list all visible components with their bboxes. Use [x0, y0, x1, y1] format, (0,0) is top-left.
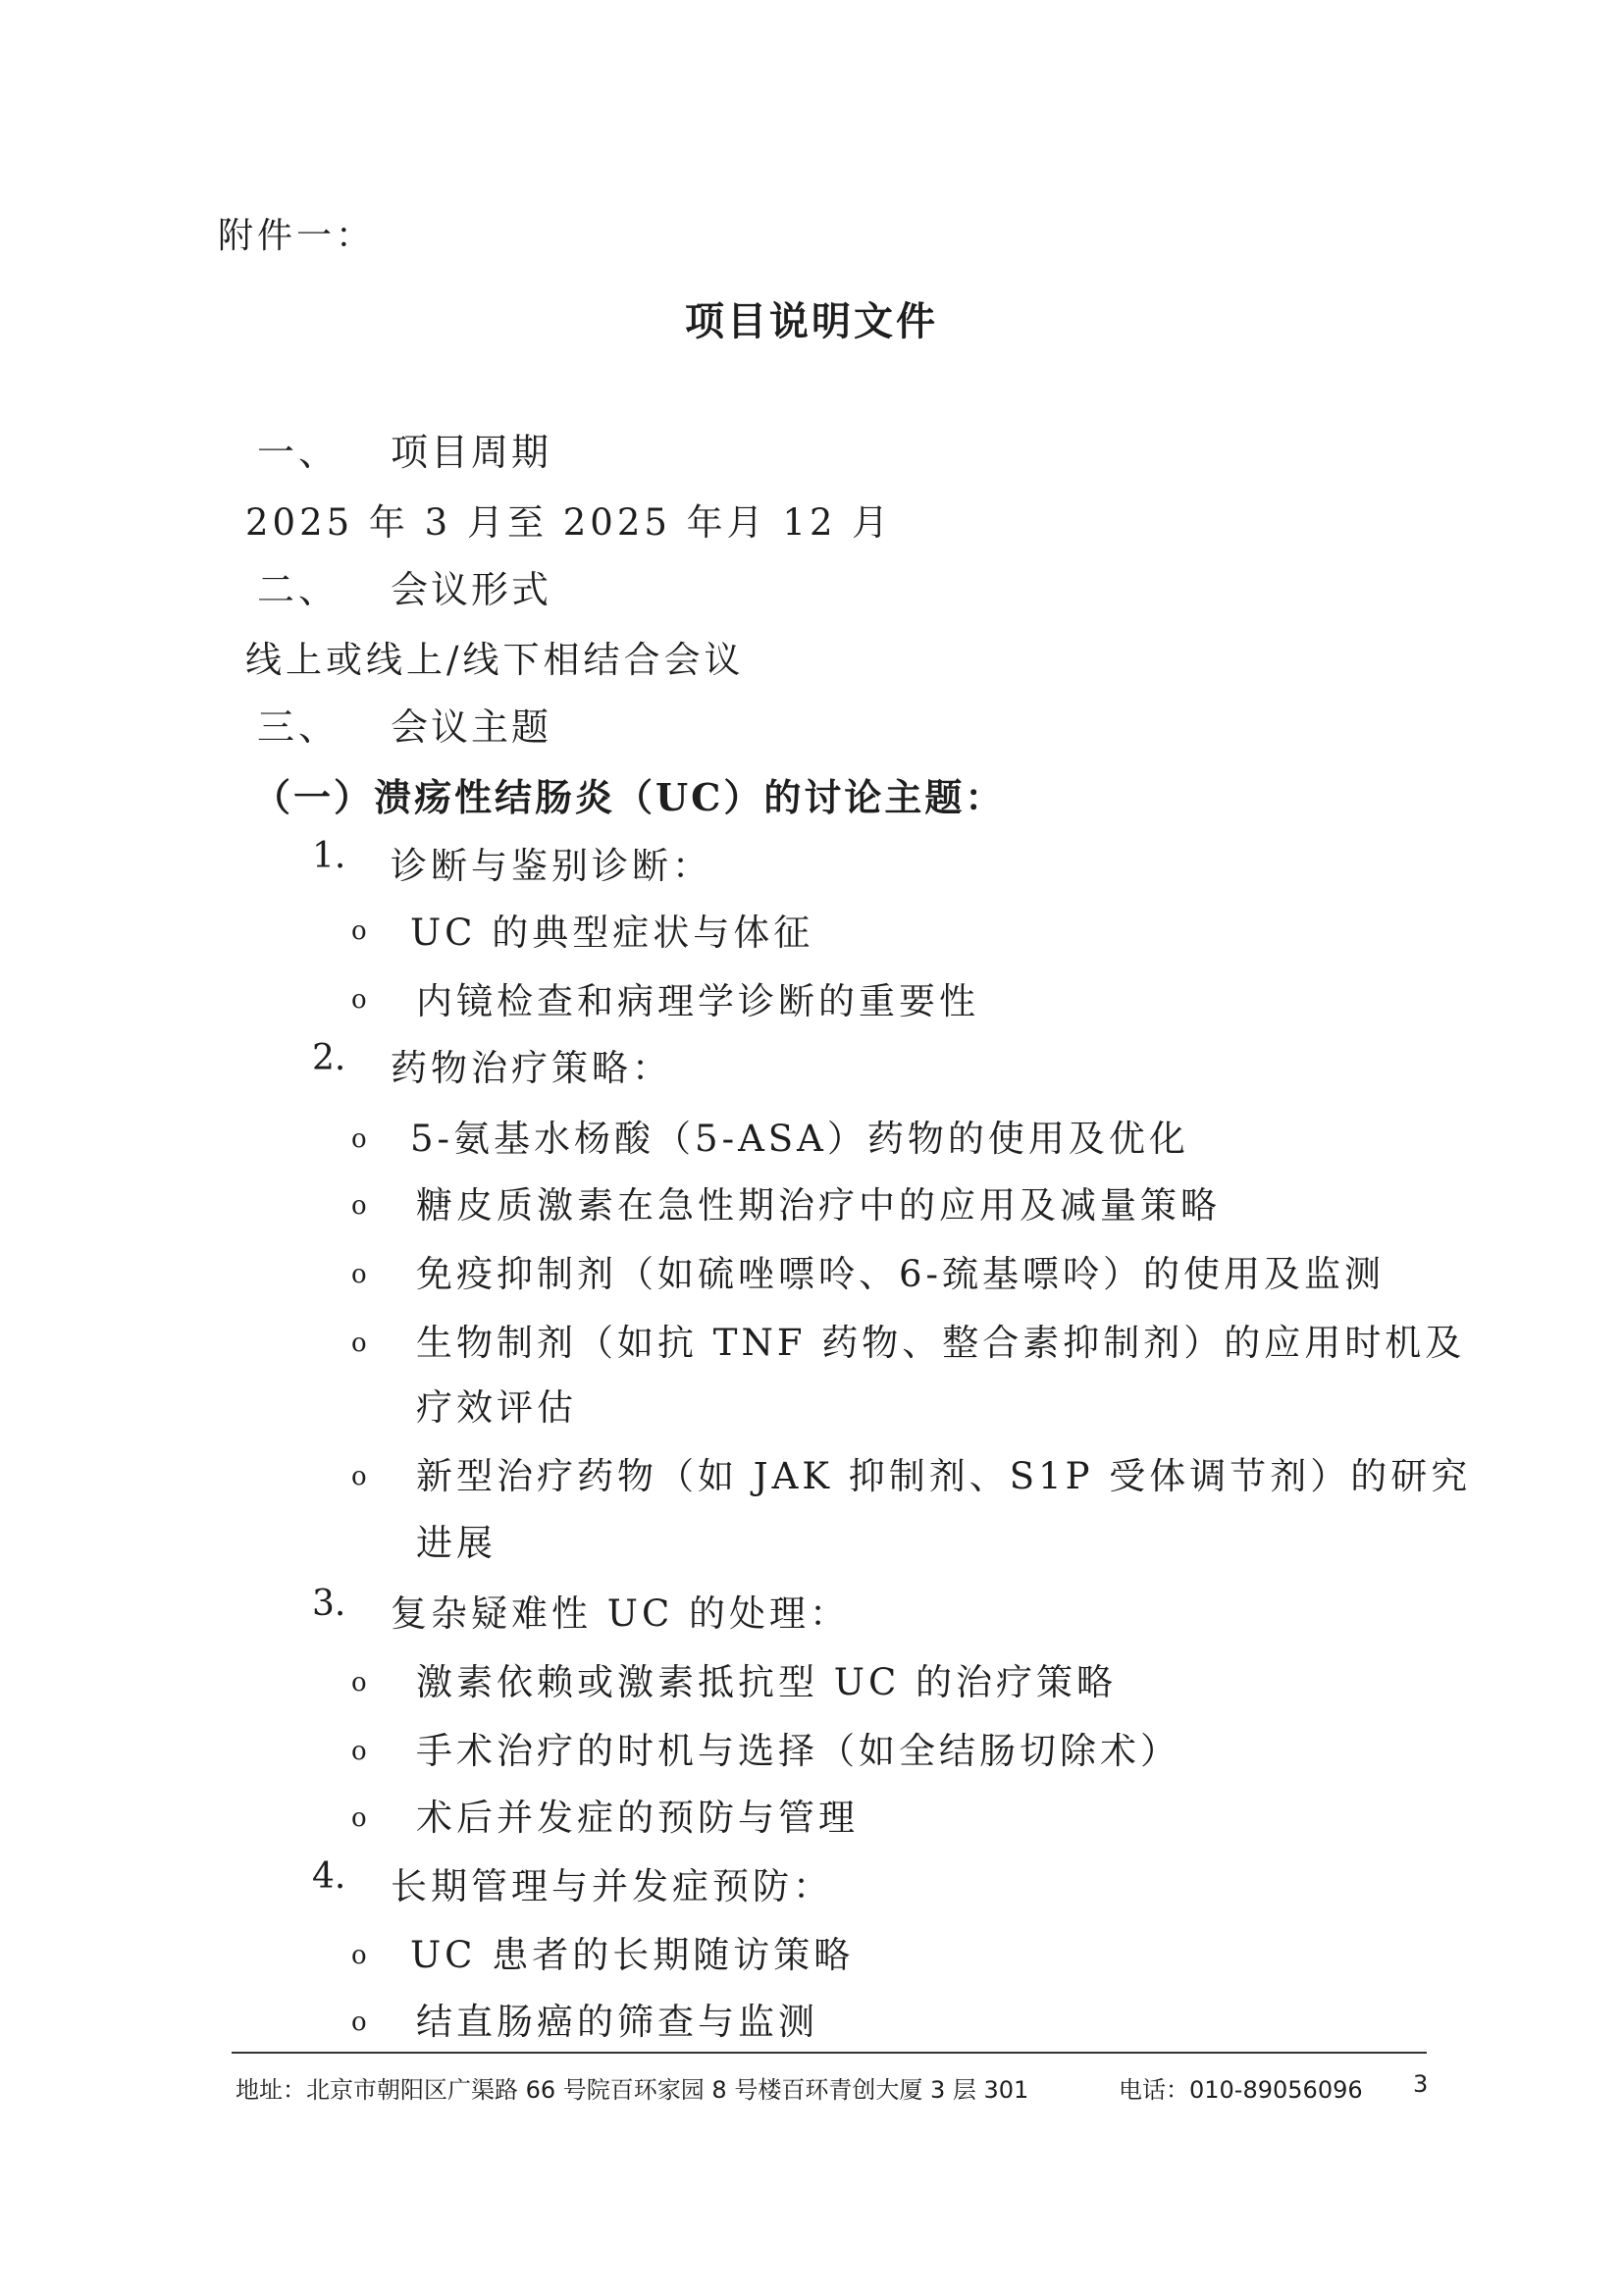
item-1-bullet-1: UC 的典型症状与体征	[410, 912, 814, 954]
section-1-number: 一、	[257, 431, 340, 474]
document-title: 项目说明文件	[685, 299, 938, 344]
bullet-icon: o	[351, 1941, 367, 1970]
item-3-bullet-1: 激素依赖或激素抵抗型 UC 的治疗策略	[416, 1661, 1118, 1703]
bullet-icon: o	[351, 1329, 367, 1358]
item-1-bullet-2: 内镜检查和病理学诊断的重要性	[416, 980, 979, 1022]
section-2-number: 二、	[257, 568, 340, 611]
section-3-title: 会议主题	[391, 705, 552, 749]
bullet-icon: o	[351, 1462, 367, 1491]
item-1-title: 诊断与鉴别诊断：	[391, 845, 712, 887]
item-2-bullet-3: 免疫抑制剂（如硫唑嘌呤、6-巯基嘌呤）的使用及监测	[416, 1253, 1386, 1295]
item-2-number: 2.	[312, 1038, 346, 1078]
bullet-icon: o	[351, 1191, 367, 1221]
footer-address: 地址：北京市朝阳区广渠路 66 号院百环家园 8 号楼百环青创大厦 3 层 301	[236, 2076, 1029, 2104]
bullet-icon: o	[351, 2008, 367, 2037]
section-2-title: 会议形式	[391, 568, 552, 611]
item-4-bullet-2: 结直肠癌的筛查与监测	[416, 2001, 818, 2043]
item-2-bullet-5-continued: 进展	[416, 1522, 497, 1564]
item-3-number: 3.	[312, 1584, 346, 1624]
item-4-number: 4.	[312, 1856, 346, 1897]
uc-subheading: （一）溃疡性结肠炎（UC）的讨论主题：	[253, 775, 1006, 819]
bullet-icon: o	[351, 1737, 367, 1766]
bullet-icon: o	[351, 916, 367, 946]
item-3-bullet-2: 手术治疗的时机与选择（如全结肠切除术）	[416, 1730, 1180, 1772]
item-2-title: 药物治疗策略：	[391, 1047, 672, 1089]
item-2-bullet-2: 糖皮质激素在急性期治疗中的应用及减量策略	[416, 1184, 1221, 1226]
item-2-bullet-4: 生物制剂（如抗 TNF 药物、整合素抑制剂）的应用时机及	[416, 1322, 1466, 1364]
footer-phone: 电话：010-89056096	[1119, 2076, 1363, 2104]
bullet-icon: o	[351, 1803, 367, 1833]
bullet-icon: o	[351, 985, 367, 1015]
item-2-bullet-4-continued: 疗效评估	[416, 1386, 577, 1429]
bullet-icon: o	[351, 1124, 367, 1154]
item-3-bullet-3: 术后并发症的预防与管理	[416, 1797, 859, 1839]
bullet-icon: o	[351, 1260, 367, 1289]
page-number: 3	[1413, 2070, 1429, 2098]
bullet-icon: o	[351, 1668, 367, 1697]
item-3-title: 复杂疑难性 UC 的处理：	[391, 1592, 851, 1635]
section-3-number: 三、	[257, 705, 340, 749]
section-1-title: 项目周期	[391, 431, 552, 474]
section-1-body: 2025 年 3 月至 2025 年月 12 月	[245, 501, 893, 544]
item-1-number: 1.	[312, 836, 346, 876]
item-4-title: 长期管理与并发症预防：	[391, 1865, 833, 1907]
footer-divider	[232, 2052, 1427, 2054]
item-2-bullet-5: 新型治疗药物（如 JAK 抑制剂、S1P 受体调节剂）的研究	[416, 1455, 1472, 1497]
section-2-body: 线上或线上/线下相结合会议	[245, 639, 745, 681]
attachment-label: 附件一：	[218, 216, 376, 256]
item-2-bullet-1: 5-氨基水杨酸（5-ASA）药物的使用及优化	[410, 1118, 1189, 1160]
item-4-bullet-1: UC 患者的长期随访策略	[410, 1934, 855, 1976]
